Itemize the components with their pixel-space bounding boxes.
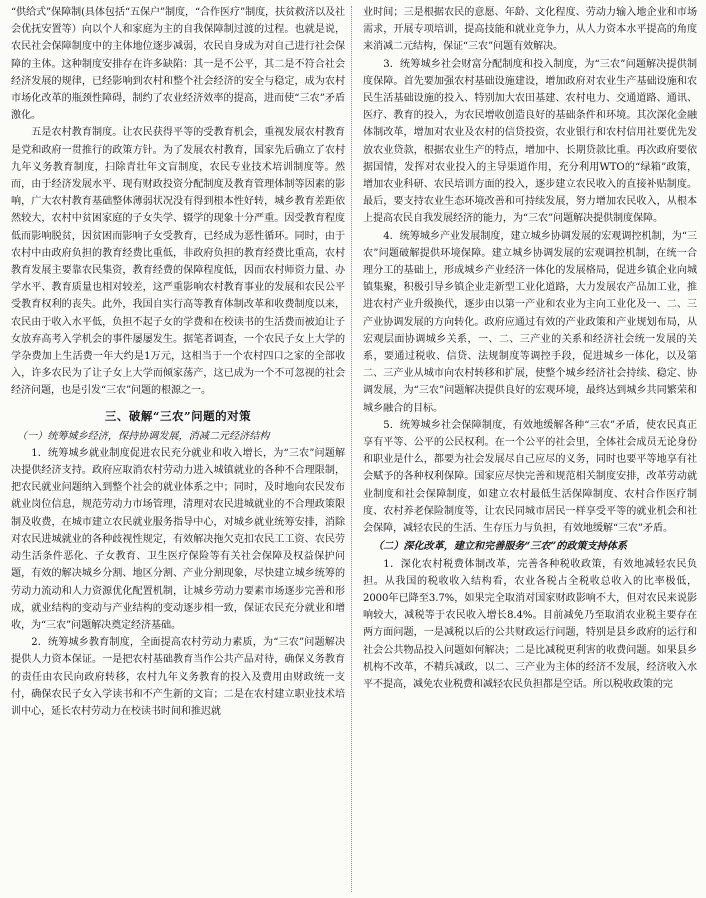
paragraph-rural-education-system: 五是农村教育制度。让农民获得平等的受教育机会，重视发展农村教育是党和政府一贯推行的政策方针。为了发展农村教育，国家先后确立了农村九年义务教育制度，扫除青壮年文盲制度，农民专业技术培训制度等。然而，由于经济发展水平、现有财政投资分配制度及教育管理体制等因素的影响，广大农村教育基础整体薄弱状况没有得到根本性好转，城乡教育差距依然较大，农村中贫困家庭的子女失学、辍学的现象十分严重。因受教育程度低而影响脱贫，因贫困而影响子女受教育，已经成为恶性循环。同时，由于农村中由政府负担的教育经费比重低，非政府负担的教育经费比重高，农村教育发展主要靠农民集资，教育经费的保障程度低，因而农村师资力量、办学水平、教育质量也相对较差，这严重影响农村教育事业的发展和农民公平受教育权利的丧失。此外，我国自实行高等教育体制改革和收费制度以来，农民由于收入水平低，负担不起子女的学费和在校读书的生活费而被迫让子女放弃高考入学机会的事件屡屡发生。据笔者调查，一个农民子女上大学的学杂费加上生活费一年大约是1万元，这相当于一个农村四口之家的全部收入，许多农民为了让子女上大学而倾家荡产，这已成为一个不可忽视的社会经济问题，也是引发“三农”问题的根源之一。 — [11, 127, 345, 397]
paragraph-social-security-system: 5．统筹城乡社会保障制度，有效地缓解各种“三农”矛盾，使农民真正享有平等、公平的公民权利。在一个公平的社会里，全体社会成员无论身份和职业是什么，都要为社会发展尽自己应尽的义务，同时也要平等地享有社会赋予的各种权利保障。国家应尽快完善和规范相关制度安排，改革劳动就业制度和社会保障制度，如建立农村最低生活保障制度、农村合作医疗制度、农村养老保险制度等，让农民同城市居民一样享受平等的就业机会和社会保障，减轻农民的生活、生存压力与负担，有效地缓解“三农”矛盾。 — [363, 419, 697, 535]
paragraph-employment-system: 1．统筹城乡就业制度促进农民充分就业和收入增长，为“三农”问题解决提供经济支持。政府应取消农村劳动力进入城镇就业的各种不合理限制，把农民就业问题纳入到整个社会的就业体系之中；同时，及时地向农民发布就业岗位信息，规范劳动力市场管理，清理对农民进城就业的不合理政策限制及收费，在城市建立农民就业服务指导中心，对城乡就业统筹安排，消除对农民进城就业的各种歧视性规定，有效解决拖欠克扣农民工工资、农民劳动生活条件恶化、子女教育、卫生医疗保险等有关社会保障及权益保护问题，有效的解决城乡分割、地区分割、产业分割现象，尽快建立城乡统筹的劳动力流动和人力资源优化配置机制，让城乡劳动力要素市场逐步完善和形成，就业结构的变动与产业结构的变动逐步相一致，保证农民充分就业和增收，为“三农”问题解决奠定经济基础。 — [11, 447, 345, 631]
subheading-policy-support-system: （二）深化改革，建立和完善服务“三农”的政策支持体系 — [373, 541, 627, 553]
paragraph-education-system: 2．统筹城乡教育制度，全面提高农村劳动力素质，为“三农”问题解决提供人力资本保证。一是把农村基础教育当作公共产品对待，确保义务教育的责任由农民向政府转移，农村九年义务教育的投入及费用由财政统一支付，确保农民子女入学读书和不产生新的文盲；二是在农村建立职业技术培训中心，延长农村劳动力在校读书时间和推迟就 — [11, 637, 345, 717]
left-column — [11, 4, 345, 720]
paragraph-tax-reform: 1．深化农村税费体制改革，完善各种税收政策，有效地减轻农民负担。从我国的税收收入结构看，农业各税占全税收总收入的比率极低，2000年已降至3.7%，如果完全取消对国家财政影响不大，但对农民来说影响较大，减税等于农民收入增长8.4%。目前减免乃至取消农业税主要存在两方面问题，一是减税以后的公共财政运行问题，特别是县乡政府的运行和社会公共物品投入问题如何解决；二是比减税更利害的收费问题。如果县乡机构不改革，不精兵减政，以二、三产业为主体的经济不发展，经济收入水平不提高，减免农业税费和减轻农民负担都是空话。所以税收政策的完 — [363, 558, 697, 690]
paragraph-social-security-continued: “供给式”保障制(具体包括“五保户”制度，“合作医疗”制度，扶贫救济以及社会优抚安置等）向以个人和家庭为主的自我保障制过渡的过程。也就是说，农民社会保障制度中的主体地位逐步减弱，农民自身成为对自己进行社会保障的主体。这种制度安排存在许多缺陷：其一是不公平，其二是不符合社会经济发展的规律，已经影响到农村和整个社会经济的安全与稳定，成为农村市场化改革的瓶颈性障碍，制约了农业经济效率的提高，进而使“三农”矛盾激化。 — [11, 7, 346, 122]
paragraph-wealth-distribution: 3．统筹城乡社会财富分配制度和投入制度，为“三农”问题解决提供制度保障。首先要加强农村基础设施建设，增加政府对农业生产基础设施和农民生活基础设施的投入、特别加大农田基建、农村电力、交通道路、通讯、医疗、教育的投入，为农民增收创造良好的基础条件和环境。其次深化金融体制改革，增加对农业及农村的信贷投资，农业银行和农村信用社要优先发放农业贷款，根据农业生产的特点，增加中、长期贷款比重。再次政府要依据国情，发挥对农业投入的主导渠道作用，充分利用WTO的“绿箱”政策，增加农业科研、农民培训方面的投入，逐步建立农民收入的直接补贴制度。最后，要支持农业生态环境改善和可持续发展，努力增加农民收入，从根本上提高农民自我发展经济的能力，为“三农”问题解决提供制度保障。 — [363, 58, 697, 225]
column-divider — [351, 6, 352, 892]
paragraph-education-continued: 业时间；三是根据农民的意愿、年龄、文化程度、劳动力输入地企业和市场需求，开展专项培训，提高技能和就业竞争力，从人力资本水平提高的角度来消减二元结构，保证“三农”问题有效解决。 — [363, 7, 697, 53]
right-column — [363, 4, 697, 693]
section-heading-countermeasures: 三、破解“三农”问题的对策 — [104, 408, 252, 423]
paragraph-industry-development: 4．统筹城乡产业发展制度，建立城乡协调发展的宏观调控机制，为“三农”问题破解提供环境保障。建立城乡协调发展的宏观调控机制，在统一合理分工的基础上，形成城乡产业经济一体化的发展格局，促进乡镇企业向城镇集聚，积极引导乡镇企业走新型工业化道路，大力发展农产品加工业，推进农村产业升级换代，逐步由以第一产业和农业为主向工业化及一、二、三产业协调发展的方向转化。政府应通过有效的产业政策和产业规划布局，从宏观层面协调城乡关系，一、二、三产业的关系和经济社会统一发展的关系，要通过税收、信贷、法规制度等调控手段，促进城乡一体化，以及第二、三产业从城市向农村转移和扩展，使整个城乡经济社会持续、稳定、协调发展，为“三农”问题解决提供良好的宏观环境，最终达到城乡共同繁荣和城乡融合的目标。 — [363, 230, 697, 414]
subheading-urban-rural-coordination: （一）统筹城乡经济，保持协调发展，消减二元经济结构 — [17, 430, 270, 442]
